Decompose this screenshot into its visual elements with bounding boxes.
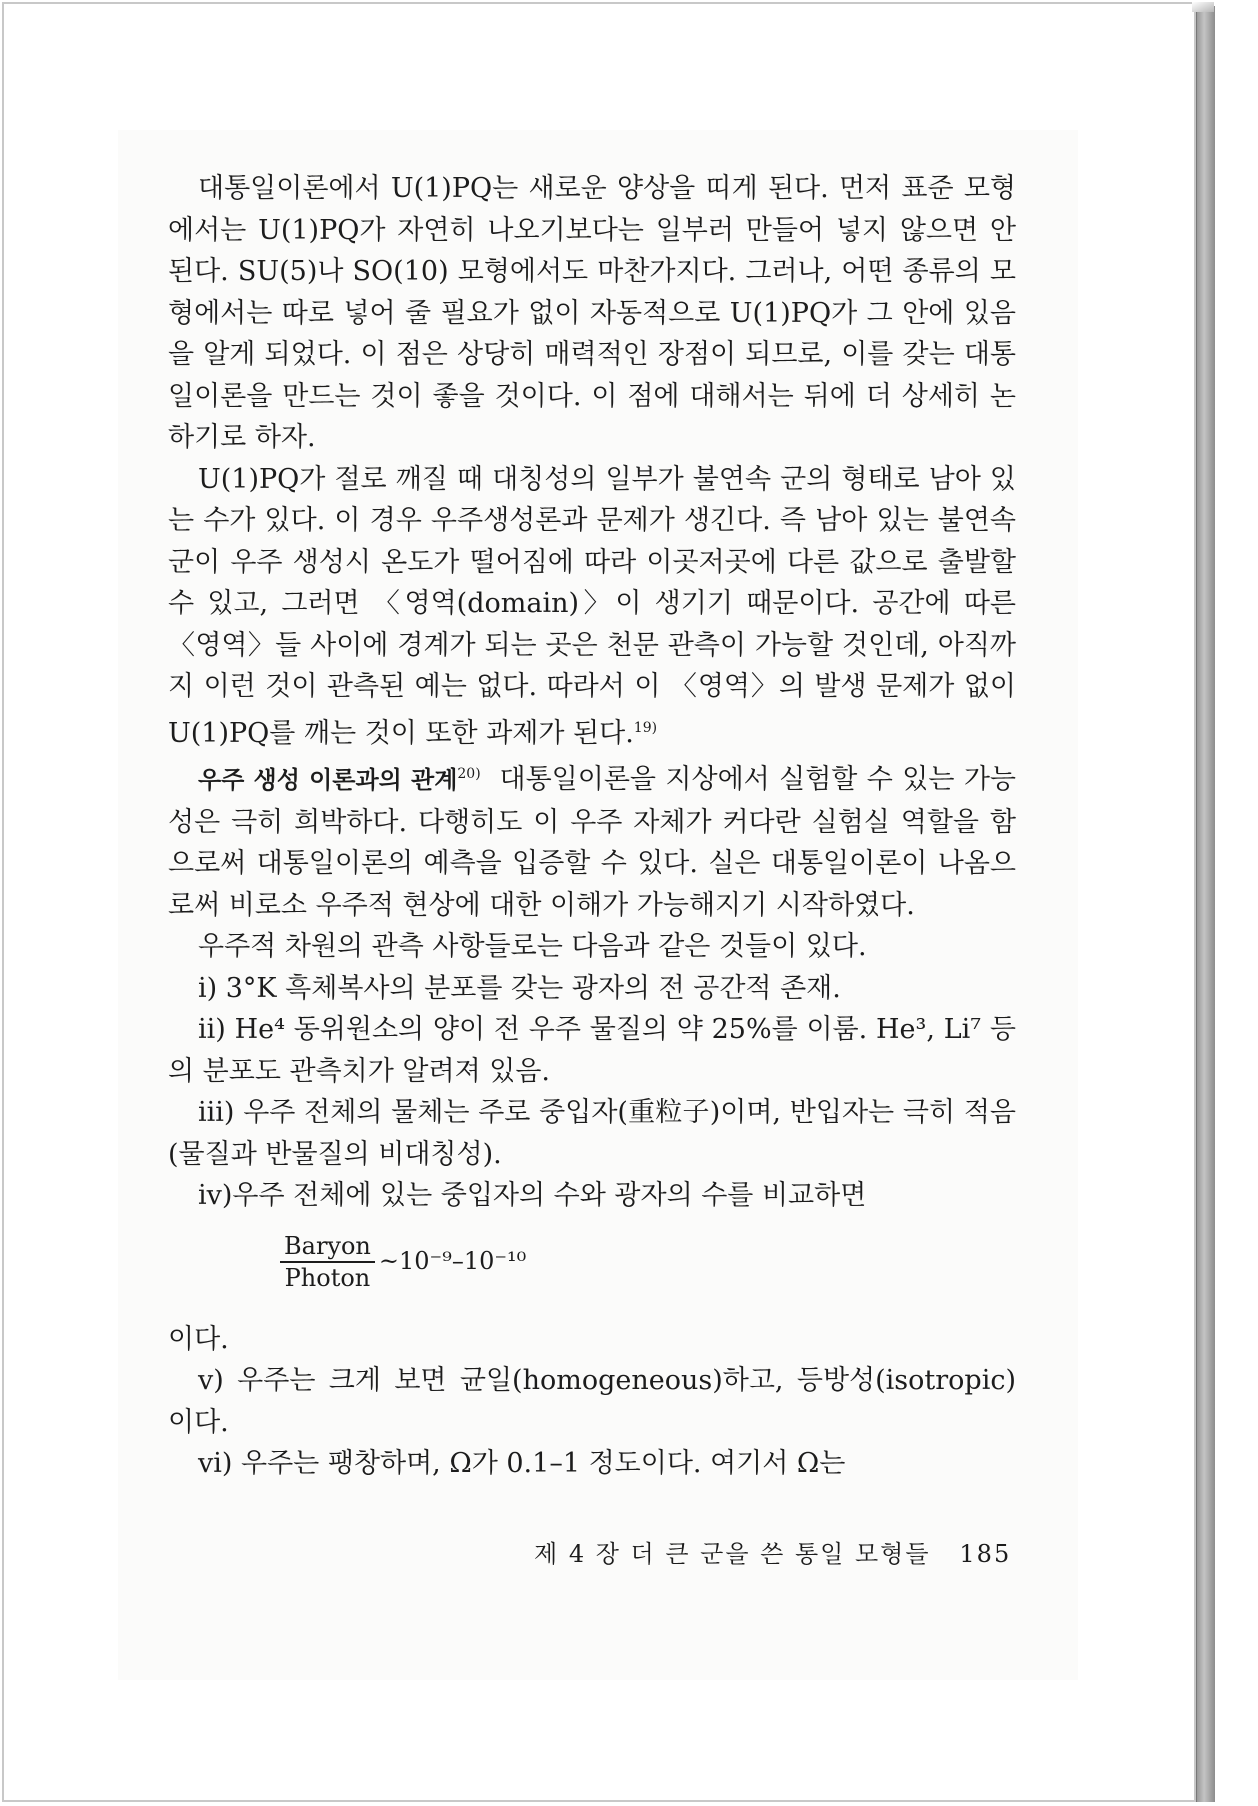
list-item-5: v) 우주는 크게 보면 균일(homogeneous)하고, 등방성(isotropic)이다. [168, 1365, 1016, 1438]
list-item-2: ii) He⁴ 동위원소의 양이 전 우주 물질의 약 25%를 이룸. He³, Li⁷ 등의 분포도 관측치가 알려져 있음. [168, 1014, 1016, 1087]
page-edge [1196, 6, 1215, 1802]
page-number: 185 [959, 1540, 1012, 1568]
page-footer [534, 1534, 1014, 1569]
fraction-numerator: Baryon [280, 1231, 375, 1263]
paragraph-3-text: 대통일이론을 지상에서 실험할 수 있는 가능성은 극히 희박하다. 다행히도 이 우주 자체가 커다란 실험실 역할을 함으로써 대통일이론의 예측을 입증할 수 있다. 실은 대통일이론이 나옴으로써 비로소 우주적 현상에 대한 이해가 가능해지기 시작하였다. [168, 764, 1017, 921]
footnote-ref-20: 20) [457, 766, 481, 782]
baryon-photon-formula [280, 1231, 1016, 1307]
paragraph-3 [168, 754, 1016, 926]
paragraph-2-text: U(1)PQ가 절로 깨질 때 대칭성의 일부가 불연속 군의 형태로 남아 있는 수가 있다. 이 경우 우주생성론과 문제가 생긴다. 즉 남아 있는 불연속 군이 우주 생성시 온도가 떨어짐에 따라 이곳저곳에 다른 값으로 출발할 수 있고, 그러면 〈영역(domain)〉이 생기기 때문이다. 공간에 따른 〈영역〉들 사이에 경계가 되는 곳은 천문 관측이 가능할 것인데, 아직까지 이런 것이 관측된 예는 없다. 따라서 이 〈영역〉의 발생 문제가 없이 U(1)PQ를 깨는 것이 또한 과제가 된다. [168, 463, 1016, 749]
list-item-3: iii) 우주 전체의 물체는 주로 중입자(重粒子)이며, 반입자는 극히 적음(물질과 반물질의 비대칭성). [168, 1097, 1016, 1170]
formula-rhs: ~10⁻⁹–10⁻¹⁰ [378, 1246, 527, 1275]
body-text [168, 168, 1016, 1485]
paragraph-4: 우주적 차원의 관측 사항들로는 다음과 같은 것들이 있다. [198, 931, 867, 962]
list-item-4: iv)우주 전체에 있는 중입자의 수와 광자의 수를 비교하면 [198, 1180, 867, 1211]
fraction-denominator: Photon [284, 1263, 371, 1292]
section-heading: 우주 생성 이론과의 관계 [198, 766, 458, 794]
footnote-ref-19: 19) [633, 719, 658, 736]
after-formula-text: 이다. [168, 1323, 229, 1355]
list-item-6: vi) 우주는 팽창하며, Ω가 0.1–1 정도이다. 여기서 Ω는 [198, 1448, 846, 1479]
paragraph-1: 대통일이론에서 U(1)PQ는 새로운 양상을 띠게 된다. 먼저 표준 모형에서는 U(1)PQ가 자연히 나오기보다는 일부러 만들어 넣지 않으면 안 된다. SU(5)나 SO(10) 모형에서도 마찬가지다. 그러나, 어떤 종류의 모형에서는 따로 넣어 줄 필요가 없이 자동적으로 U(1)PQ가 그 안에 있음을 알게 되었다. 이 점은 상당히 매력적인 장점이 되므로, 이를 갖는 대통일이론을 만드는 것이 좋을 것이다. 이 점에 대해서는 뒤에 더 상세히 논하기로 하자. [168, 173, 1016, 453]
paragraph-2 [168, 459, 1016, 755]
chapter-title: 제 4 장 더 큰 군을 쓴 통일 모형들 [534, 1540, 931, 1568]
fraction [280, 1231, 375, 1293]
page-corner [1192, 2, 1214, 12]
list-item-1: i) 3°K 흑체복사의 분포를 갖는 광자의 전 공간적 존재. [198, 972, 841, 1004]
